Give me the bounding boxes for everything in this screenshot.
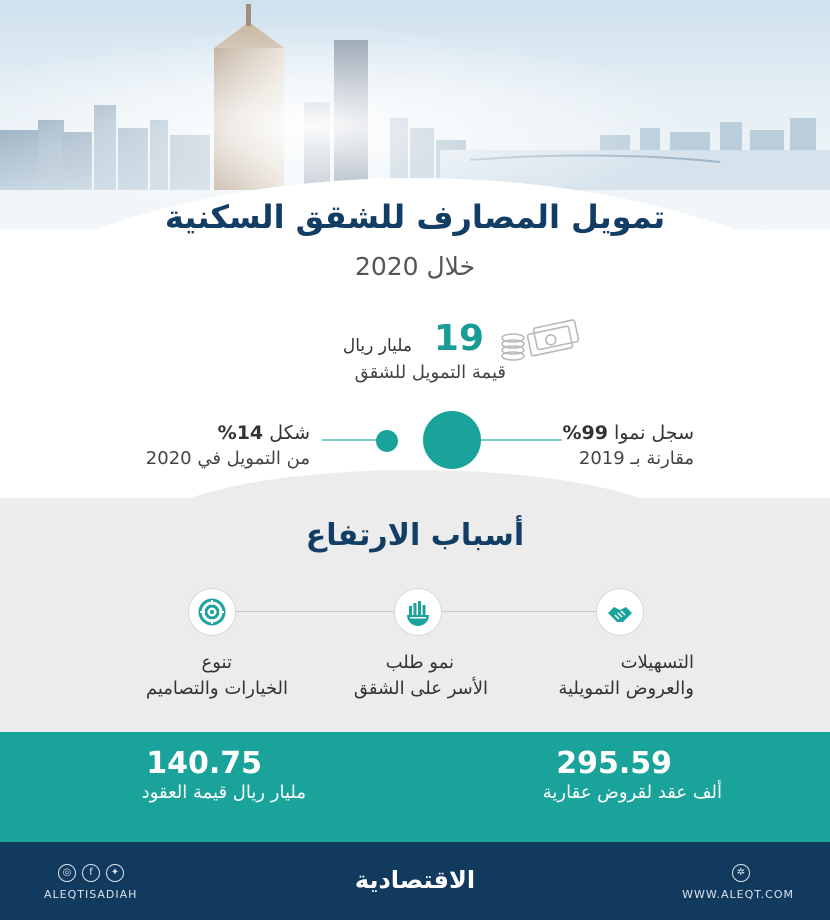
contracts-value-description: مليار ريال قيمة العقود [141, 782, 306, 803]
target-icon [188, 588, 236, 636]
reason-financing-line2: والعروض التمويلية [558, 678, 694, 699]
growth-stat [520, 420, 694, 472]
loan-contracts-description: ألف عقد لقروض عقارية [542, 782, 722, 803]
financing-unit: مليار ريال [342, 336, 412, 356]
growth-value: 99% [562, 422, 608, 444]
contracts-value: 140.75 [146, 746, 262, 781]
share-circle [376, 430, 398, 452]
reason-variety-line1: تنوع [201, 652, 232, 673]
financing-value: 19 [433, 318, 484, 359]
contracts-section [0, 732, 830, 842]
financing-description: قيمة التمويل للشقق [354, 362, 506, 383]
share-stat [100, 420, 310, 472]
handshake-icon [596, 588, 644, 636]
social-handle[interactable]: ALEQTISADIAH [44, 888, 138, 901]
twitter-icon[interactable]: ✦ [106, 864, 124, 882]
share-stat-line1 [100, 420, 310, 446]
share-label: شكل [263, 422, 310, 444]
reason-item-variety [110, 650, 288, 702]
growth-label: سجل نموا [607, 422, 694, 444]
growth-circle [423, 411, 481, 469]
buildings-icon [394, 588, 442, 636]
page-title: تمويل المصارف للشقق السكنية [164, 198, 666, 236]
footer [0, 842, 830, 920]
money-stack-icon [495, 318, 585, 368]
share-value: 14% [217, 422, 264, 444]
loan-contracts-count: 295.59 [556, 746, 672, 781]
website-link[interactable]: WWW.ALEQT.COM [682, 888, 794, 901]
hero-skyline [0, 0, 830, 230]
reason-demand-line2: الأسر على الشقق [353, 678, 488, 699]
growth-stat-line1 [520, 420, 694, 446]
page-subtitle: خلال 2020 [354, 252, 476, 281]
growth-comparison: مقارنة بـ 2019 [578, 448, 694, 469]
brand-logo: الاقتصادية [354, 866, 476, 894]
reason-item-financing [520, 650, 694, 702]
facebook-icon[interactable]: f [82, 864, 100, 882]
reason-item-demand [300, 650, 488, 702]
connector-line-left [322, 439, 382, 441]
reason-financing-line1: التسهيلات [620, 652, 694, 673]
reasons-title: أسباب الارتفاع [305, 518, 525, 553]
reason-variety-line2: الخيارات والتصاميم [145, 678, 288, 699]
share-description: من التمويل في 2020 [145, 448, 310, 469]
website-icon[interactable]: ✲ [732, 864, 750, 882]
instagram-icon[interactable]: ◎ [58, 864, 76, 882]
reason-demand-line1: نمو طلب [385, 652, 454, 673]
